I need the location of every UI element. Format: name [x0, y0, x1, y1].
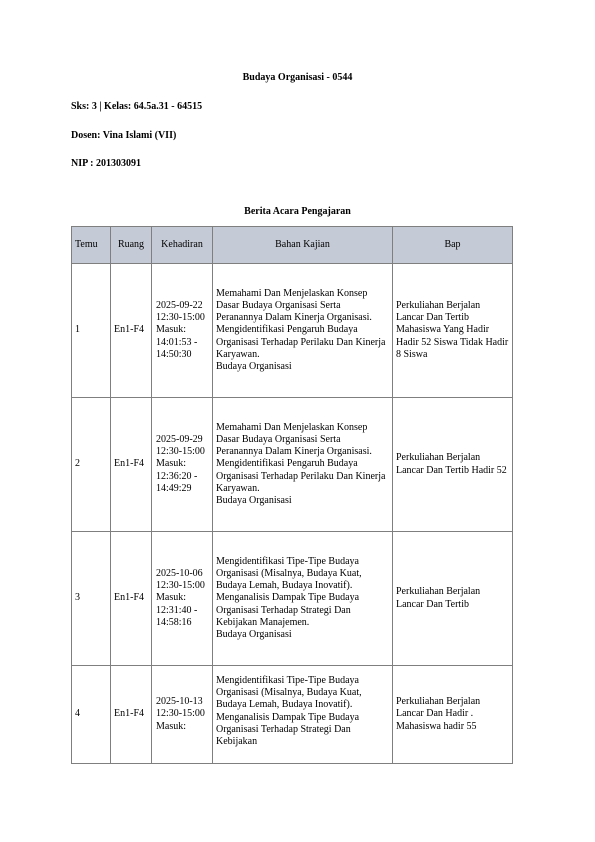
cell-bap: Perkuliahan Berjalan Lancar Dan Tertib Mahasiswa Yang Hadir Hadir 52 Siswa Tidak Hadir 8 Siswa [393, 264, 513, 398]
column-header-bap: Bap [393, 227, 513, 264]
cell-bap: Perkuliahan Berjalan Lancar Dan Tertib Hadir 52 [393, 398, 513, 532]
cell-temu: 2 [72, 398, 111, 532]
table-title: Berita Acara Pengajaran [244, 206, 351, 217]
cell-ruang: En1-F4 [111, 264, 152, 398]
table-row [72, 666, 513, 764]
cell-bahan-kajian [213, 264, 393, 398]
table-row [72, 264, 513, 398]
table-row [72, 532, 513, 666]
cell-bahan-kajian [213, 398, 393, 532]
teaching-record-table [71, 226, 513, 764]
column-header-ruang: Ruang [111, 227, 152, 264]
bahan-kajian-text: Memahami Dan Menjelaskan Konsep Dasar Budaya Organisasi Serta Peranannya Dalam Kinerja Organisasi. Mengidentifikasi Pengaruh Budaya Organisasi Terhadap Perilaku Dan Kinerja Karyawan. [216, 287, 386, 360]
cell-bahan-kajian [213, 666, 393, 764]
column-header-temu: Temu [72, 227, 111, 264]
course-info-line: Sks: 3 | Kelas: 64.5a.31 - 64515 [71, 101, 203, 112]
cell-temu: 3 [72, 532, 111, 666]
bahan-kajian-text: Mengidentifikasi Tipe-Tipe Budaya Organisasi (Misalnya, Budaya Kuat, Budaya Lemah, Budaya Inovatif). Menganalisis Dampak Tipe Budaya Organisasi Terhadap Strategi Dan Kebijakan Manajemen. [216, 555, 362, 628]
cell-temu: 1 [72, 264, 111, 398]
bahan-kajian-topic: Budaya Organisasi [216, 361, 292, 372]
column-header-bahan-kajian: Bahan Kajian [213, 227, 393, 264]
cell-ruang: En1-F4 [111, 398, 152, 532]
bahan-kajian-topic: Budaya Organisasi [216, 495, 292, 506]
cell-bahan-kajian [213, 532, 393, 666]
lecturer-line: Dosen: Vina Islami (VII) [71, 130, 177, 141]
cell-bap: Perkuliahan Berjalan Lancar Dan Hadir . Mahasiswa hadir 55 [393, 666, 513, 764]
cell-kehadiran: 2025-09-29 12:30-15:00 Masuk: 12:36:20 - 14:49:29 [152, 398, 213, 532]
bahan-kajian-text: Memahami Dan Menjelaskan Konsep Dasar Budaya Organisasi Serta Peranannya Dalam Kinerja Organisasi. Mengidentifikasi Pengaruh Budaya Organisasi Terhadap Perilaku Dan Kinerja Karyawan. [216, 421, 386, 494]
cell-kehadiran: 2025-10-06 12:30-15:00 Masuk: 12:31:40 - 14:58:16 [152, 532, 213, 666]
bahan-kajian-text: Mengidentifikasi Tipe-Tipe Budaya Organisasi (Misalnya, Budaya Kuat, Budaya Lemah, Budaya Inovatif). Menganalisis Dampak Tipe Budaya Organisasi Terhadap Strategi Dan Kebijakan [216, 675, 362, 748]
cell-kehadiran: 2025-09-22 12:30-15:00 Masuk: 14:01:53 - 14:50:30 [152, 264, 213, 398]
table-row [72, 398, 513, 532]
cell-temu: 4 [72, 666, 111, 764]
table-header-row [72, 227, 513, 264]
document-title: Budaya Organisasi - 0544 [242, 72, 353, 83]
cell-kehadiran: 2025-10-13 12:30-15:00 Masuk: [152, 666, 213, 764]
cell-ruang: En1-F4 [111, 666, 152, 764]
cell-bap: Perkuliahan Berjalan Lancar Dan Tertib [393, 532, 513, 666]
bahan-kajian-topic: Budaya Organisasi [216, 629, 292, 640]
cell-ruang: En1-F4 [111, 532, 152, 666]
column-header-kehadiran: Kehadiran [152, 227, 213, 264]
nip-line: NIP : 201303091 [71, 158, 141, 169]
